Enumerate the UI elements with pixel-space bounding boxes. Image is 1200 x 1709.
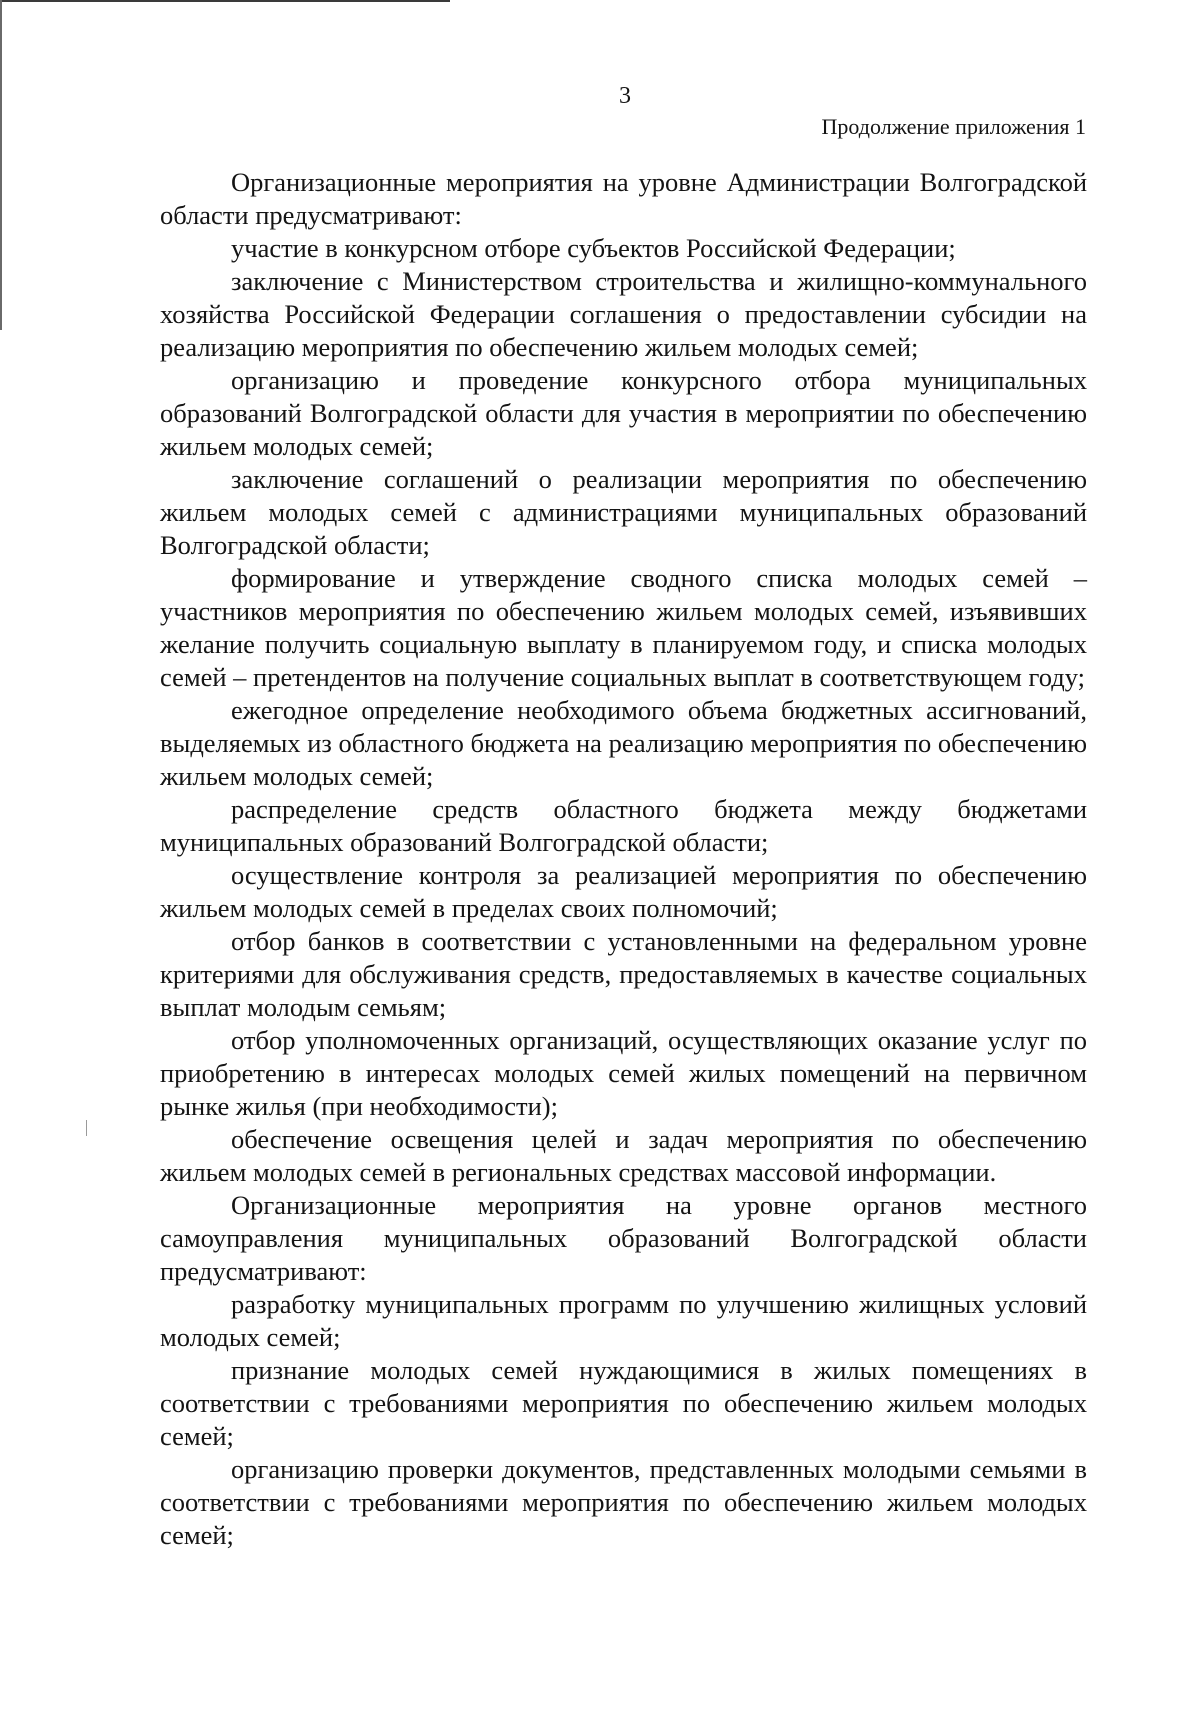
paragraph: распределение средств областного бюджета между бюджетами муниципальных образований Волгоградской области;	[160, 794, 1087, 857]
page-number: 3	[619, 83, 631, 109]
paragraph: отбор уполномоченных организаций, осуществляющих оказание услуг по приобретению в интересах молодых семей жилых помещений на первичном рынке жилья (при необходимости);	[160, 1025, 1087, 1121]
scan-edge-top	[0, 0, 450, 2]
paragraph: Организационные мероприятия на уровне Администрации Волгоградской области предусматривают:	[160, 167, 1087, 230]
paragraph: осуществление контроля за реализацией мероприятия по обеспечению жильем молодых семей в пределах своих полномочий;	[160, 860, 1087, 923]
paragraph: ежегодное определение необходимого объема бюджетных ассигнований, выделяемых из областного бюджета на реализацию мероприятия по обеспечению жильем молодых семей;	[160, 695, 1087, 791]
scan-edge-left	[0, 0, 2, 330]
paragraph: разработку муниципальных программ по улучшению жилищных условий молодых семей;	[160, 1289, 1087, 1352]
header-note: Продолжение приложения 1	[821, 114, 1086, 139]
paragraph: отбор банков в соответствии с установленными на федеральном уровне критериями для обслуживания средств, предоставляемых в качестве социальных выплат молодым семьям;	[160, 926, 1087, 1022]
paragraph: признание молодых семей нуждающимися в жилых помещениях в соответствии с требованиями мероприятия по обеспечению жильем молодых семей;	[160, 1355, 1087, 1451]
document-body	[160, 166, 1087, 1552]
paragraph: участие в конкурсном отборе субъектов Российской Федерации;	[231, 233, 956, 263]
paragraph: заключение соглашений о реализации мероприятия по обеспечению жильем молодых семей с администрациями муниципальных образований Волгоградской области;	[160, 464, 1087, 560]
paragraph: обеспечение освещения целей и задач мероприятия по обеспечению жильем молодых семей в региональных средствах массовой информации.	[160, 1124, 1087, 1187]
scan-mark	[86, 1120, 87, 1136]
paragraph: организацию проверки документов, представленных молодыми семьями в соответствии с требованиями мероприятия по обеспечению жильем молодых семей;	[160, 1454, 1087, 1550]
paragraph: Организационные мероприятия на уровне органов местного самоуправления муниципальных образований Волгоградской области предусматривают:	[160, 1190, 1087, 1286]
paragraph: заключение с Министерством строительства и жилищно-коммунального хозяйства Российской Федерации соглашения о предоставлении субсидии на реализацию мероприятия по обеспечению жильем молодых семей;	[160, 266, 1087, 362]
paragraph: организацию и проведение конкурсного отбора муниципальных образований Волгоградской области для участия в мероприятии по обеспечению жильем молодых семей;	[160, 365, 1087, 461]
paragraph: формирование и утверждение сводного списка молодых семей – участников мероприятия по обеспечению жильем молодых семей, изъявивших желание получить социальную выплату в планируемом году, и списка молодых семей – претендентов на получение социальных выплат в соответствующем году;	[160, 563, 1087, 692]
